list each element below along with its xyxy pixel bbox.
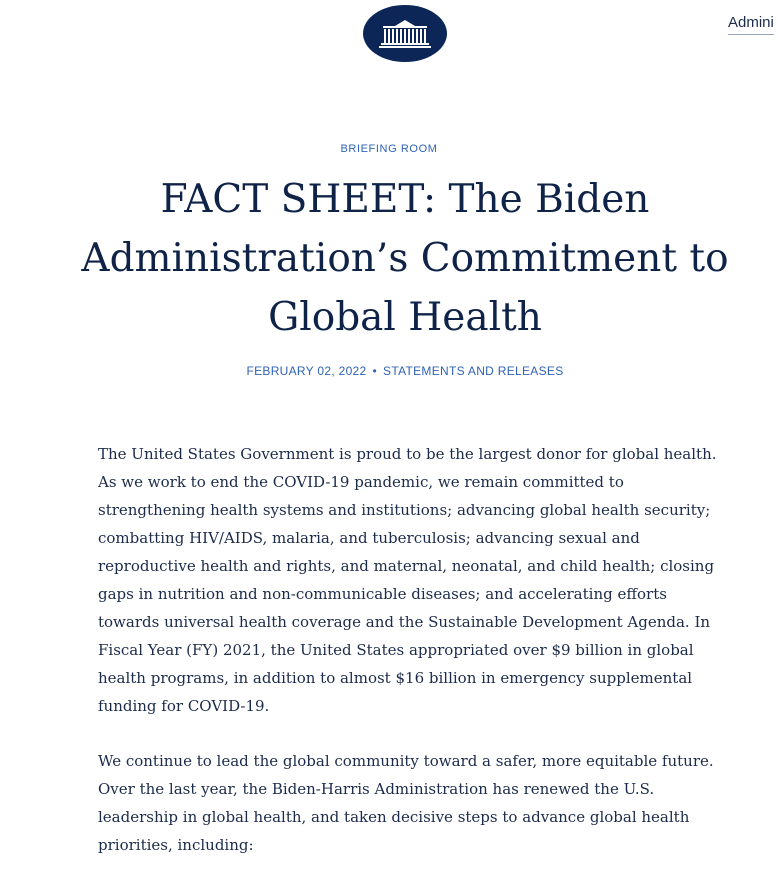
article-meta [0, 364, 778, 378]
nav-administration-link[interactable]: Admini [728, 14, 774, 35]
category-link[interactable]: BRIEFING ROOM [340, 143, 438, 155]
page-title: FACT SHEET: The Biden Administration’s Commitment to Global Health [81, 177, 729, 340]
white-house-logo[interactable] [363, 5, 447, 62]
article-body [98, 440, 718, 869]
meta-separator: • [372, 364, 378, 378]
section-link[interactable]: STATEMENTS AND RELEASES [383, 364, 564, 378]
site-header [0, 0, 778, 80]
paragraph: We continue to lead the global community toward a safer, more equitable future. Over the last year, the Biden-Harris Administration has renewed the U.S. leadership in global health, and taken decisive steps to advance global health priorities, including: [98, 752, 714, 854]
paragraph: The United States Government is proud to be the largest donor for global health. As we work to end the COVID-19 pandemic, we remain committed to strengthening health systems and institutions; advancing global health security; combatting HIV/AIDS, malaria, and tuberculosis; advancing sexual and reproductive health and rights, and maternal, neonatal, and child health; closing gaps in nutrition and non-communicable diseases; and accelerating efforts towards universal health coverage and the Sustainable Development Agenda. In Fiscal Year (FY) 2021, the United States appropriated over $9 billion in global health programs, in addition to almost $16 billion in emergency supplemental funding for COVID-19. [98, 445, 717, 715]
white-house-icon [377, 17, 433, 51]
publish-date: FEBRUARY 02, 2022 [246, 364, 367, 378]
